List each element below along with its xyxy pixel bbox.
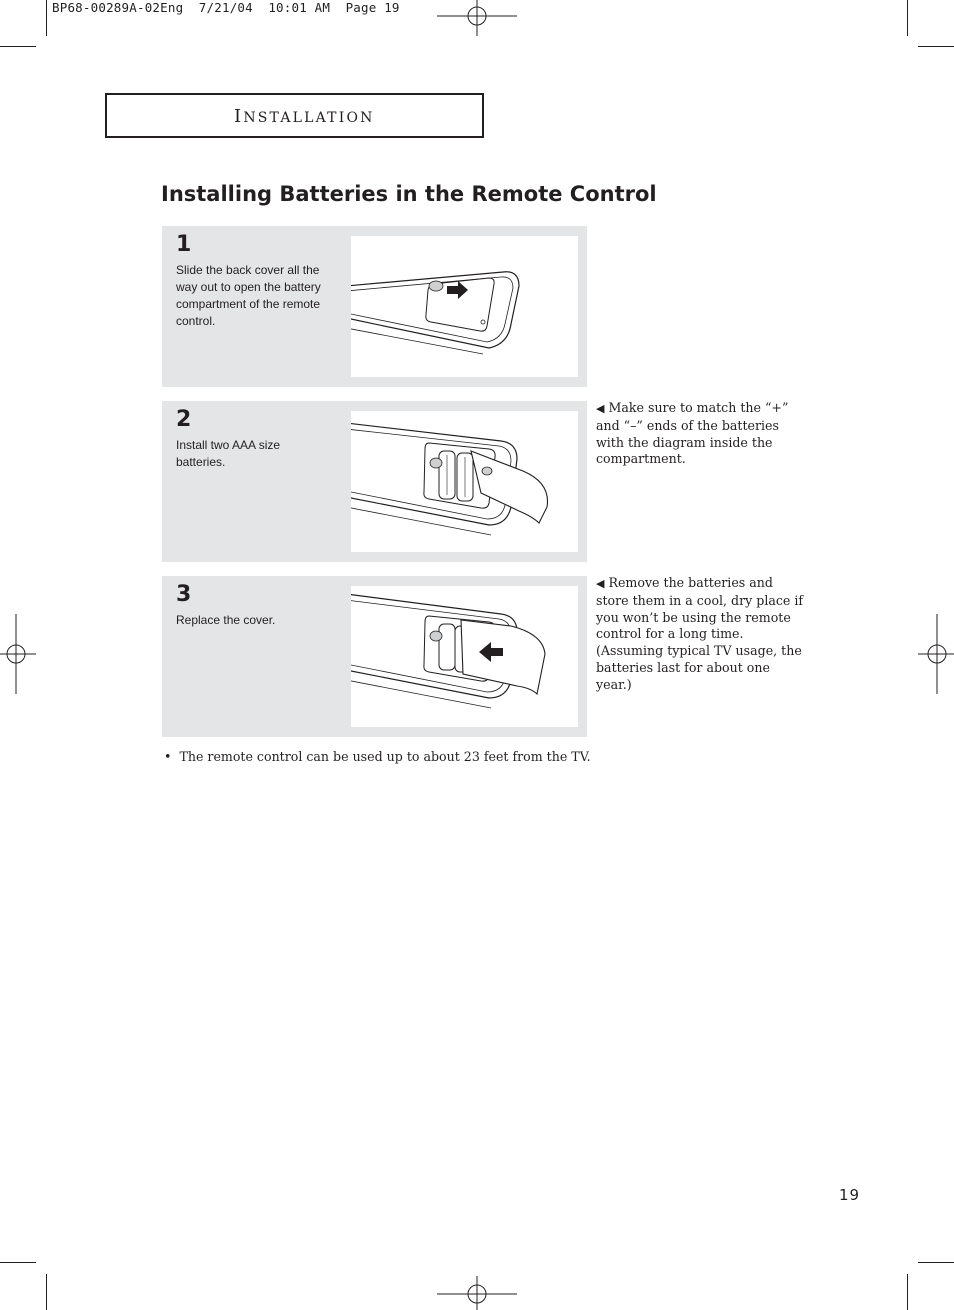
section-header-box [105, 93, 484, 138]
left-triangle-icon: ◀ [596, 577, 605, 590]
print-slug: BP68-00289A-02Eng 7/21/04 10:01 AM Page 19 [52, 0, 400, 15]
registration-mark-top-icon [437, 0, 517, 36]
registration-mark-left-icon [0, 614, 36, 694]
page-title: Installing Batteries in the Remote Control [161, 182, 657, 206]
step-instruction: Replace the cover. [176, 613, 276, 627]
step-3-panel [162, 576, 587, 737]
step-number: 3 [176, 582, 192, 607]
bullet-text: The remote control can be used up to about 23 feet from the TV. [179, 749, 591, 764]
bullet-icon: • [164, 749, 172, 764]
step-number: 2 [176, 407, 192, 432]
remote-back-cover-slide-illustration [351, 236, 578, 377]
page-number: 19 [839, 1186, 861, 1204]
step-2-panel [162, 401, 587, 562]
note-text: Remove the batteries and store them in a cool, dry place if you won’t be using the remote control for a long time. (Assuming typical TV usage, the batteries last for about one year.) [596, 575, 804, 692]
range-bullet [164, 749, 591, 764]
remote-batteries-install-illustration [351, 411, 578, 552]
step-instruction: Install two AAA size batteries. [176, 438, 281, 469]
note-storage [596, 575, 808, 694]
registration-mark-right-icon [918, 614, 954, 694]
step-1-panel [162, 226, 587, 387]
remote-cover-replace-illustration [351, 586, 578, 727]
registration-mark-bottom-icon [437, 1276, 517, 1310]
note-text: Make sure to match the “+” and “–” ends of the batteries with the diagram inside the compartment. [596, 400, 789, 467]
note-polarity [596, 400, 808, 468]
section-label: INSTALLATION [234, 106, 375, 127]
step-instruction: Slide the back cover all the way out to open the battery compartment of the remote control. [176, 263, 321, 328]
left-triangle-icon: ◀ [596, 402, 605, 415]
step-number: 1 [176, 232, 192, 257]
